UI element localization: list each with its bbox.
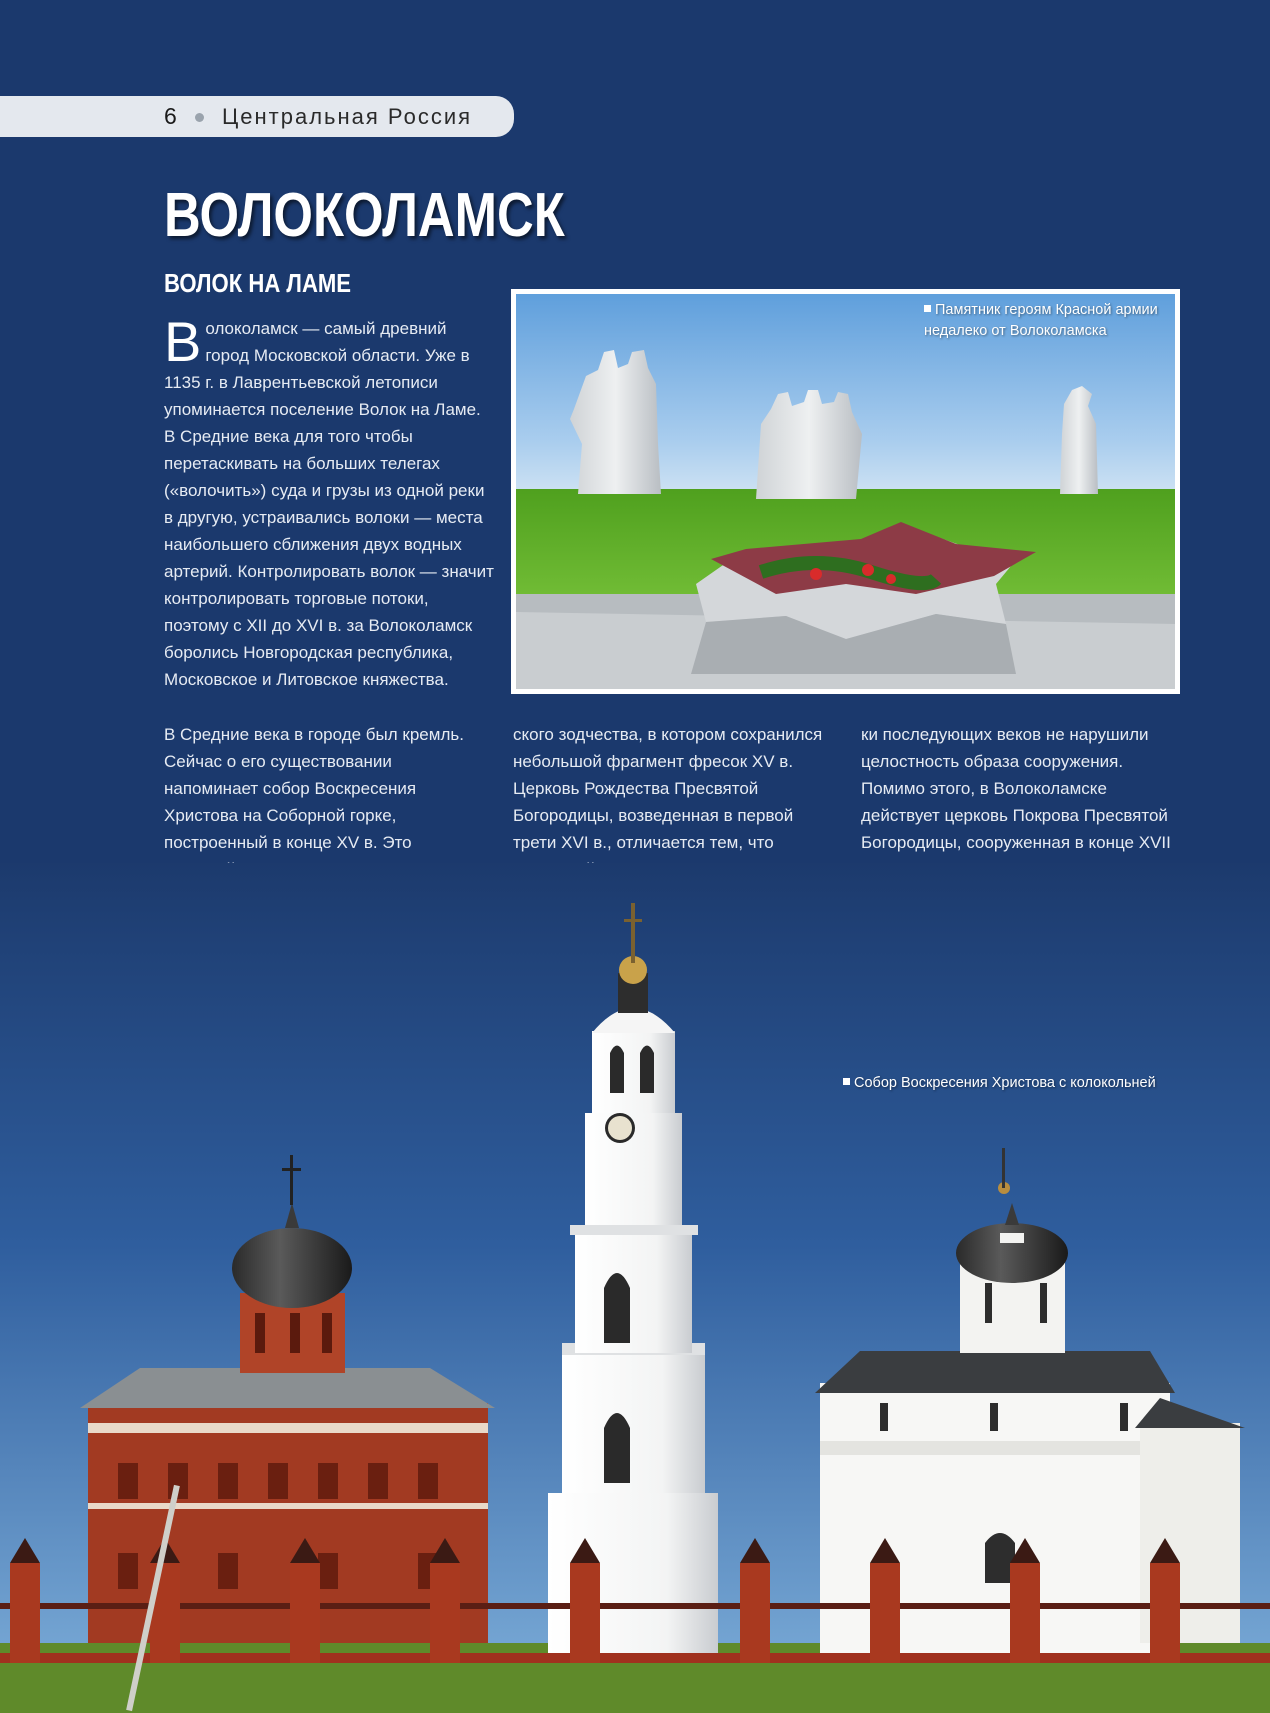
text-column-3: ки последующих веков не нарушили целостность образа сооружения. Помимо этого, в Волоколамске действует церковь Покрова Пресвятой Богородицы, сооруженная в конце XVII [861,725,1171,852]
text-column-2: ского зодчества, в котором сохранился небольшой фрагмент фресок XV в. Церковь Рождества Пресвятой Богородицы, возведенная в первой трети XVI в., отличается тем, что [513,725,823,852]
intro-paragraph [164,310,494,693]
monument-photo-caption [924,300,1174,342]
page-number: 6 [164,103,177,129]
text-column-1: В Средние века в городе был кремль. Сейчас о его существовании напоминает собор Воскресения Христова на Соборной горке, построенный в конце XV в. Это [164,725,464,852]
running-head [0,96,514,137]
drop-cap: В [164,310,202,373]
church-photo [0,863,1270,1713]
monument-caption-text: Памятник героям Красной армии недалеко от Волоколамска [924,302,1158,339]
caption-bullet-icon [843,1078,850,1085]
monument-photo-frame [511,289,1180,694]
church-caption-text: Собор Воскресения Христова с колокольней [854,1075,1156,1091]
article-title: ВОЛОКОЛАМСК [164,181,565,250]
intro-text: олоколамск — самый древний город Московской области. Уже в 1135 г. в Лаврентьевской летописи упоминается поселение Волок на Ламе. В Средние века для того чтобы перетаскивать на больших телегах («волочить») суда и грузы из одной реки в другую, устраивались волоки — места наибольшего сближения двух водных артерий. Контролировать волок — значит контролировать торговые потоки, поэтому с XII до XVI в. за Волоколамск боролись Новгородская республика, Московское и Литовское княжества. [164,319,494,689]
church-photo-caption [843,1073,1163,1094]
section-title: Центральная Россия [222,104,473,129]
caption-bullet-icon [924,305,931,312]
monument-photo [516,294,1175,689]
article-subtitle: ВОЛОК НА ЛАМЕ [164,268,352,298]
bullet-dot-icon [195,113,204,122]
